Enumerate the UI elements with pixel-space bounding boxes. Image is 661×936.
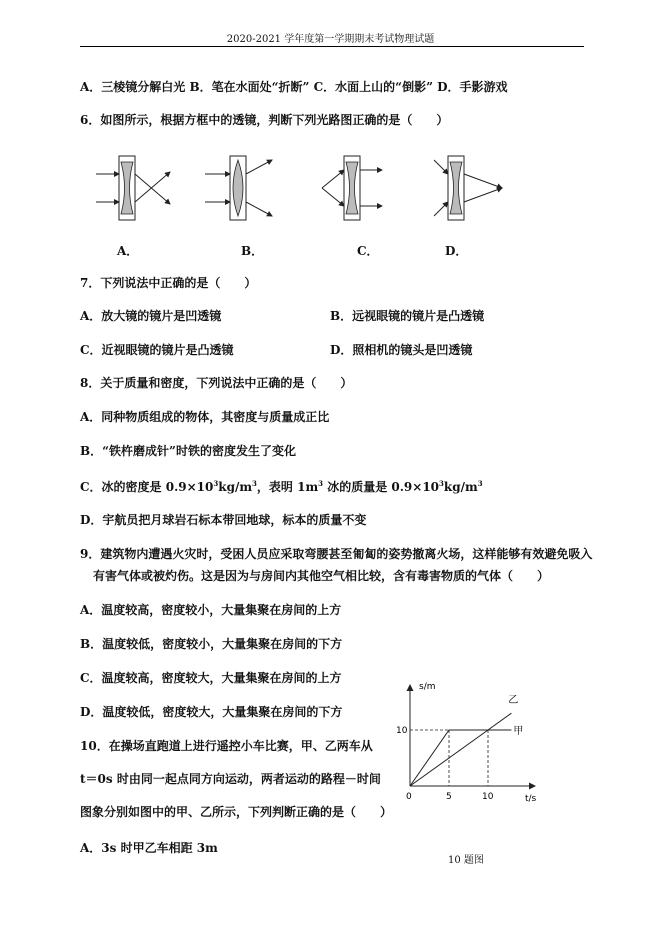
- q7-option-b: B．远视眼镜的镜片是凸透镜: [330, 309, 485, 323]
- q8c-part1: C．冰的密度是 0.9×10: [80, 480, 214, 494]
- diagram-a: [96, 156, 170, 220]
- q8c-part4: 冰的质量是 0.9×10: [323, 480, 440, 494]
- series-jia-label: 甲: [513, 726, 524, 737]
- q6-label-b: B．: [241, 244, 264, 258]
- q8c-exp3: 3: [318, 479, 324, 488]
- q8-option-c: [80, 479, 483, 495]
- q10-option-a: A．3s 时甲乙车相距 3m: [80, 841, 218, 855]
- q9-option-a: A．温度较高，密度较小，大量集聚在房间的上方: [80, 603, 342, 617]
- q8c-exp2: 3: [252, 479, 257, 488]
- q10-stem-line1: 10．在操场直跑道上进行遥控小车比赛，甲、乙两车从: [80, 739, 373, 753]
- diagram-c: [322, 156, 382, 220]
- q9-option-d: D．温度较低，密度较大，大量集聚在房间的下方: [80, 705, 343, 719]
- q8-stem: 8．关于质量和密度，下列说法中正确的是（ ）: [80, 376, 353, 390]
- q7-option-d: D．照相机的镜头是凹透镜: [330, 343, 473, 357]
- q8c-exp1: 3: [213, 479, 219, 488]
- origin-label: 0: [406, 792, 412, 802]
- q9-option-c: C．温度较高，密度较大，大量集聚在房间的上方: [80, 671, 342, 685]
- series-yi-line: [410, 713, 511, 786]
- q8c-exp4: 3: [439, 479, 444, 488]
- q8c-part5: kg/m: [443, 480, 478, 494]
- q8c-exp5: 3: [477, 479, 483, 488]
- y-tick-10: 10: [396, 726, 408, 736]
- series-jia-line: [410, 730, 511, 786]
- q7-option-c: C．近视眼镜的镜片是凸透镜: [80, 343, 234, 357]
- q6-label-a: A．: [117, 244, 139, 258]
- q5-options: A．三棱镜分解白光 B．笔在水面处“折断” C．水面上山的“倒影” D．手影游戏: [80, 80, 508, 94]
- q8c-part2: kg/m: [218, 480, 253, 494]
- q8-option-d: D．宇航员把月球岩石标本带回地球，标本的质量不变: [80, 513, 367, 527]
- y-axis-label: s/m: [419, 682, 436, 692]
- q10-figure-caption: 10 题图: [448, 855, 484, 866]
- page-header-title: 2020-2021 学年度第一学期期末考试物理试题: [226, 34, 435, 45]
- header-rule: [80, 46, 584, 47]
- q7-option-a: A．放大镜的镜片是凹透镜: [80, 309, 222, 323]
- q6-label-d: D．: [445, 244, 468, 258]
- q6-lens-diagrams: [0, 148, 661, 248]
- diagram-d: [434, 156, 502, 220]
- q6-stem: 6．如图所示，根据方框中的透镜，判断下列光路图正确的是（ ）: [80, 113, 449, 127]
- q10-st-graph: [395, 675, 555, 825]
- q9-stem-line1: 9．建筑物内遭遇火灾时，受困人员应采取弯腰甚至匍匐的姿势撤离火场，这样能够有效避免吸入: [80, 547, 593, 561]
- q8c-part3: ，表明 1m: [256, 480, 319, 494]
- x-axis-label: t/s: [525, 794, 537, 804]
- q8-option-b: B．“铁杵磨成针”时铁的密度发生了变化: [80, 444, 296, 458]
- q9-option-b: B．温度较低，密度较小，大量集聚在房间的下方: [80, 637, 343, 651]
- q8-option-a: A．同种物质组成的物体，其密度与质量成正比: [80, 410, 330, 424]
- q10-stem-line3: 图象分别如图中的甲、乙所示，下列判断正确的是（ ）: [80, 805, 393, 819]
- q7-stem: 7．下列说法中正确的是（ ）: [80, 276, 257, 290]
- x-tick-10: 10: [482, 792, 494, 802]
- q6-label-c: C．: [357, 244, 379, 258]
- x-tick-5: 5: [446, 792, 452, 802]
- series-yi-label: 乙: [508, 695, 519, 707]
- q10-stem-line2: t＝0s 时由同一起点同方向运动，两者运动的路程－时间: [80, 772, 381, 786]
- q9-stem-line2: 有害气体或被灼伤。这是因为与房间内其他空气相比较，含有毒害物质的气体（ ）: [93, 569, 550, 583]
- diagram-b: [205, 156, 272, 220]
